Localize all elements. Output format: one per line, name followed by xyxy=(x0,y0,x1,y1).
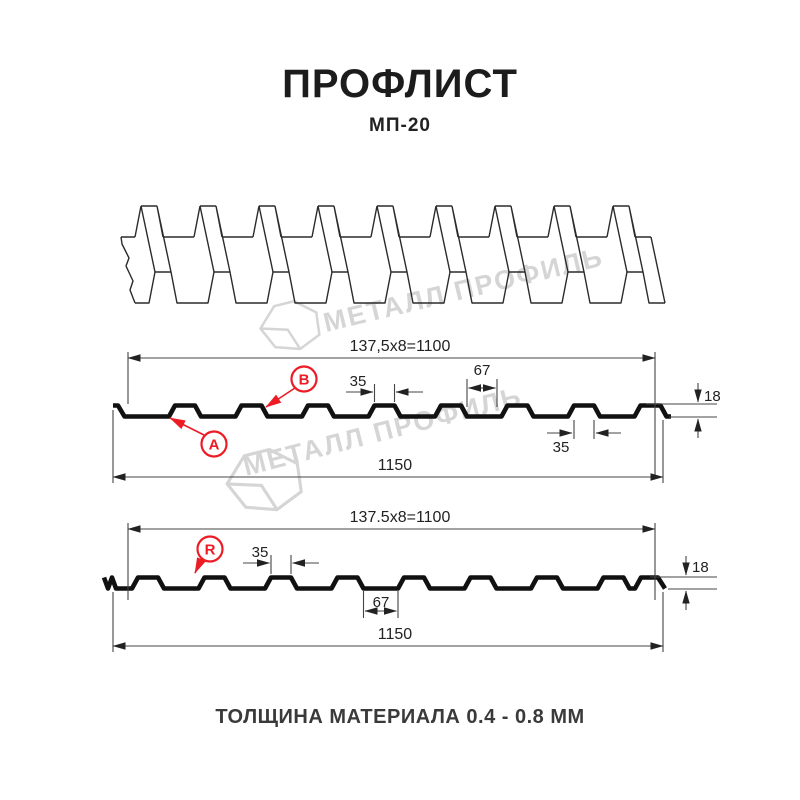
dimension-crest-35: 35 xyxy=(349,373,367,390)
dimension-height-18: 18 xyxy=(692,559,709,576)
material-thickness-note: ТОЛЩИНА МАТЕРИАЛА 0.4 - 0.8 ММ xyxy=(215,706,585,728)
page-subtitle: МП-20 xyxy=(369,115,431,136)
dimension-height-18: 18 xyxy=(704,388,721,405)
dimension-valley-67: 67 xyxy=(372,594,390,611)
dimension-pitch-bottom: 137.5x8=1100 xyxy=(349,509,451,526)
watermark-text: МЕТАЛЛ ПРОФИЛЬ xyxy=(239,380,527,482)
page-title: ПРОФЛИСТ xyxy=(282,62,518,106)
callout-r-label: R xyxy=(204,541,216,559)
watermark-text: МЕТАЛЛ ПРОФИЛЬ xyxy=(320,241,608,338)
watermark-top xyxy=(260,241,607,349)
cross-section-bottom xyxy=(104,509,717,652)
dimension-crest-35: 35 xyxy=(251,544,269,561)
dimension-overall-1150: 1150 xyxy=(377,626,413,643)
dimension-valley-67: 67 xyxy=(473,362,491,379)
callout-b-label: B xyxy=(298,371,310,389)
dimension-crest-35-bottom: 35 xyxy=(552,439,570,456)
dimension-pitch-top: 137,5x8=1100 xyxy=(349,338,451,355)
profile-outline-bottom xyxy=(104,578,665,589)
dimension-overall-1150: 1150 xyxy=(377,457,413,474)
brand-logo-icon xyxy=(260,301,319,349)
callout-a-label: A xyxy=(208,436,220,454)
watermark-middle xyxy=(227,381,526,510)
